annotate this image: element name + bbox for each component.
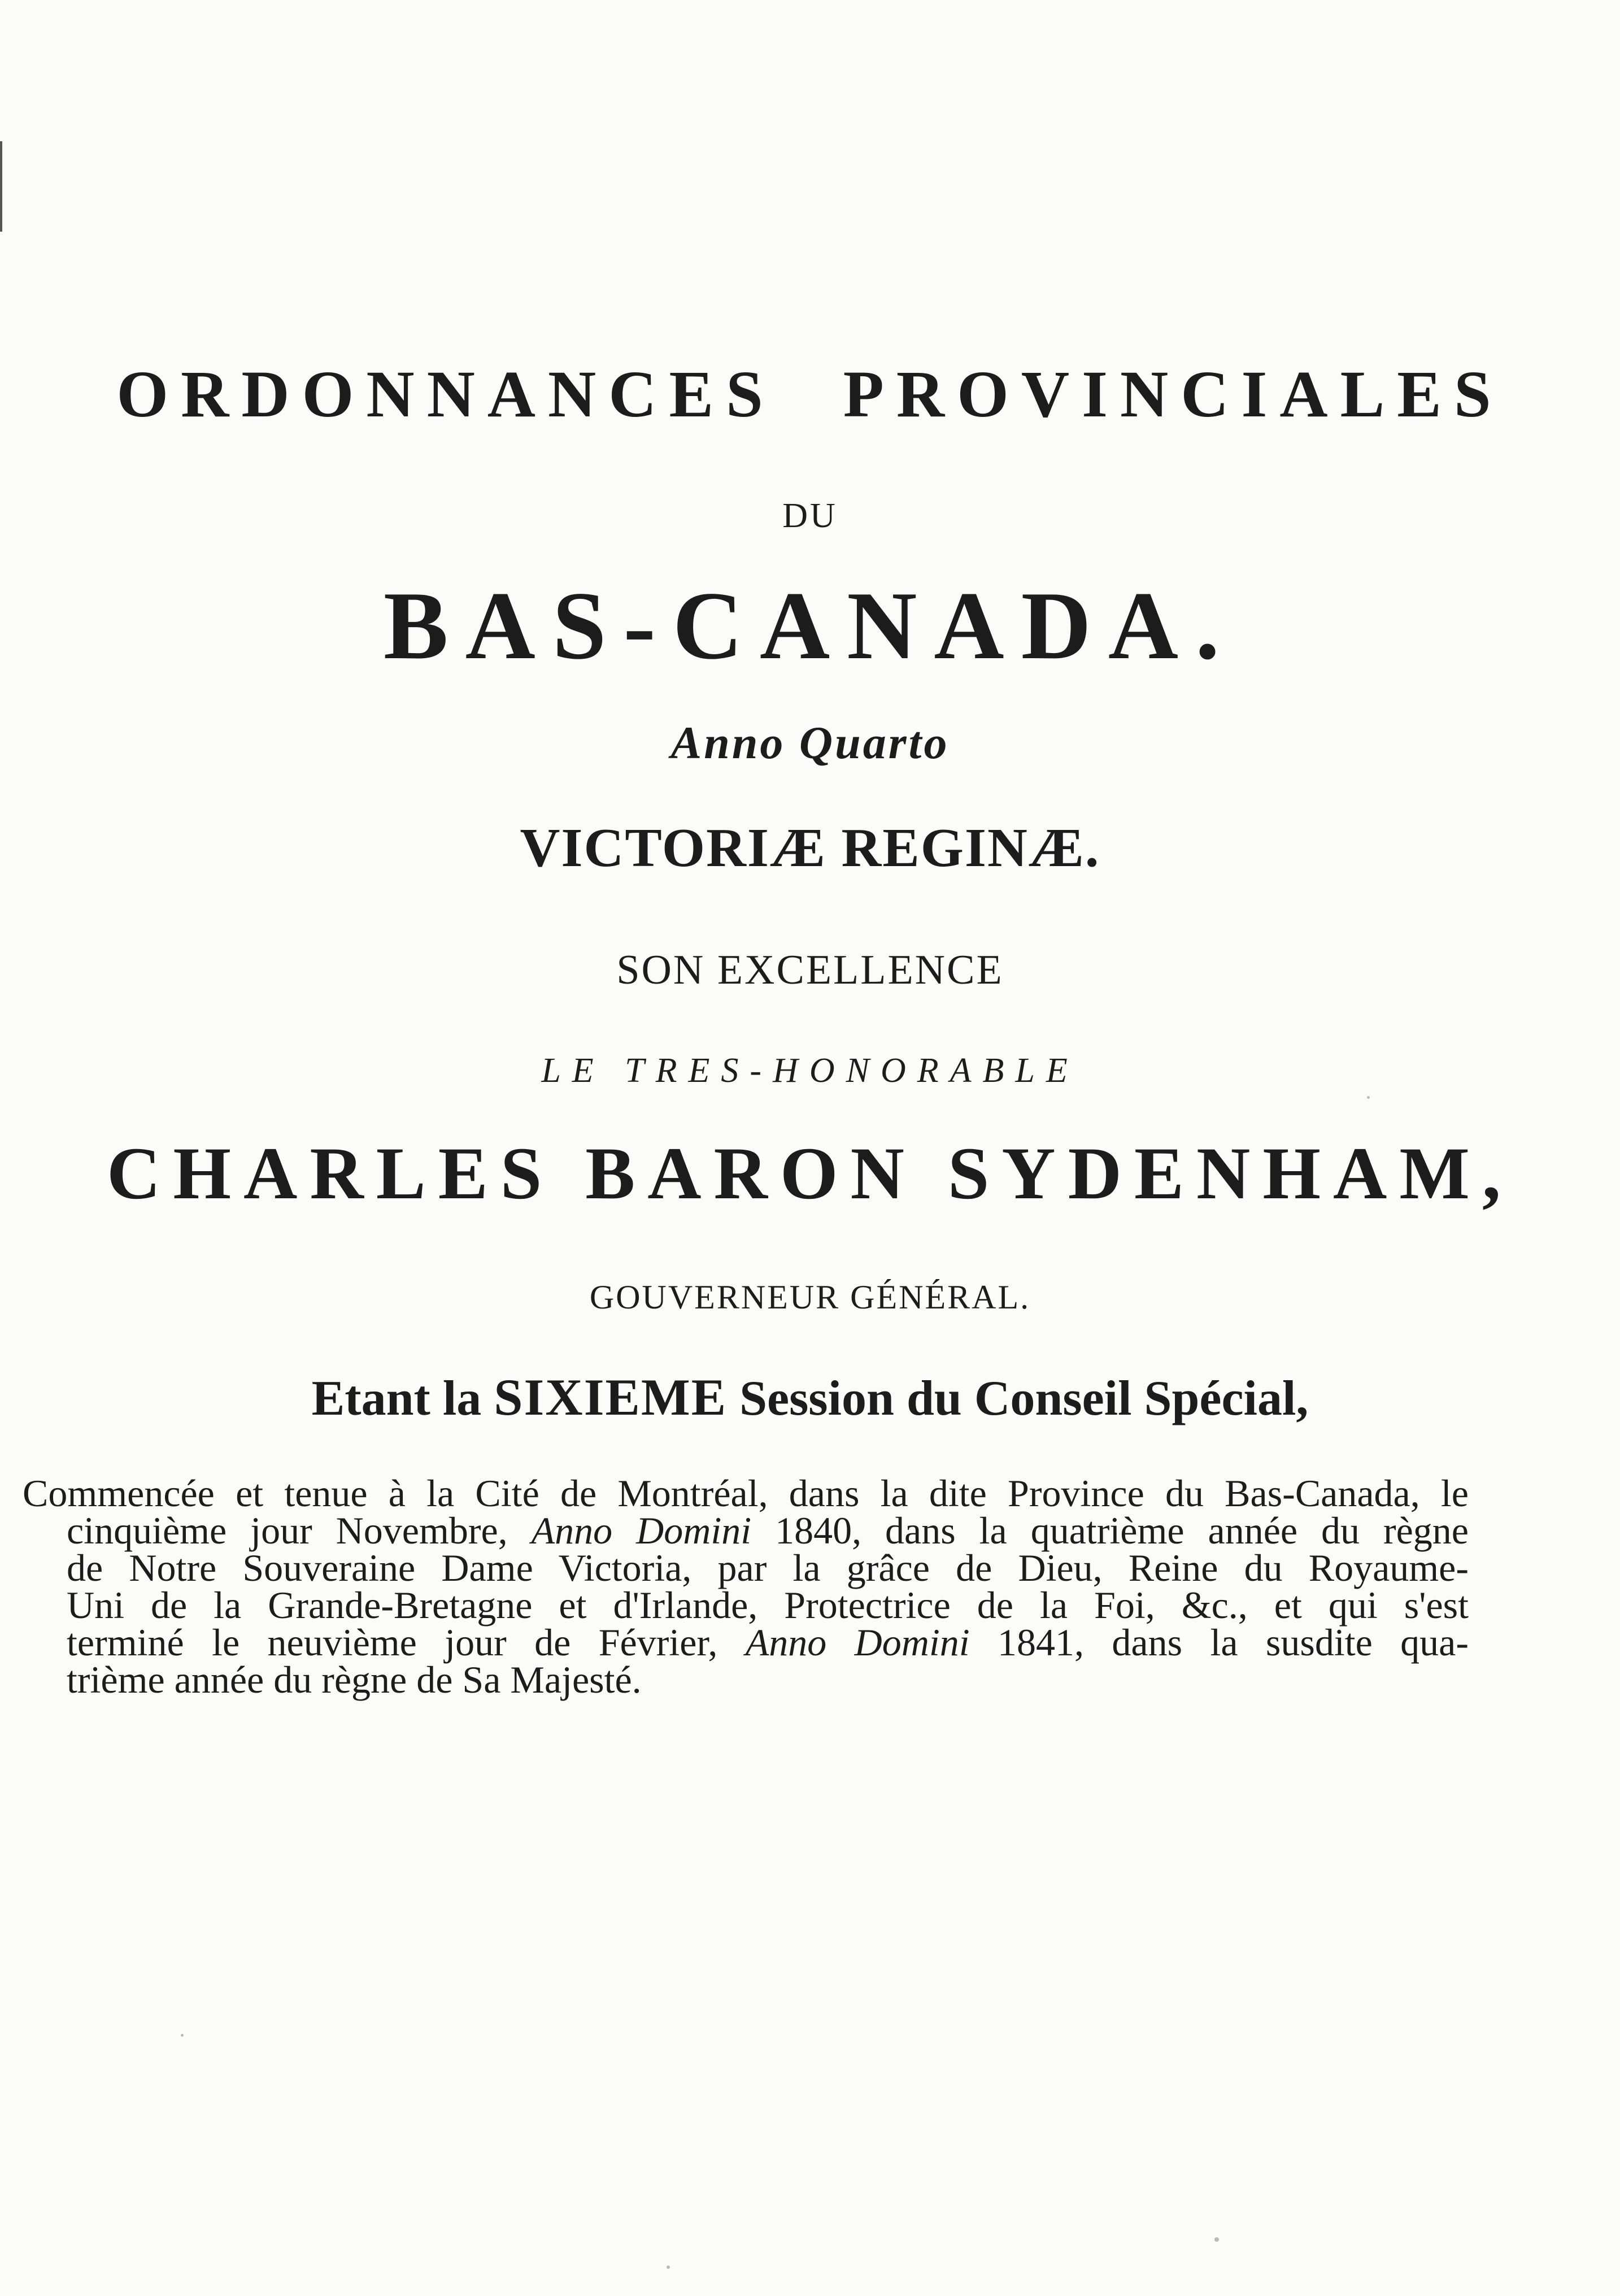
scan-speck <box>667 2265 670 2269</box>
session-paragraph <box>23 1472 1469 1701</box>
scan-speck <box>1214 2237 1219 2242</box>
victoriae-reginae: VICTORIÆ REGINÆ. <box>520 817 1100 879</box>
paragraph-line-6: trième année du règne de Sa Majesté. <box>67 1658 642 1701</box>
paragraph-line-5-text-a: terminé le neuvième jour de Février, <box>67 1621 746 1664</box>
session-suffix: Session du Conseil Spécial, <box>739 1371 1309 1426</box>
le-tres-honorable: LE TRES-HONORABLE <box>541 1051 1079 1090</box>
scan-speck <box>181 2034 184 2037</box>
paragraph-line-3: de Notre Souveraine Dame Victoria, par la grâce de Dieu, Reine du Royaume- <box>67 1546 1469 1589</box>
paragraph-line-5 <box>23 1621 1469 1664</box>
scan-speck <box>1367 1096 1370 1099</box>
session-prefix: Etant la <box>311 1371 482 1426</box>
title-du: DU <box>782 497 838 535</box>
paragraph-line-5-italic: Anno Domini <box>745 1621 970 1664</box>
paragraph-line-1: Commencée et tenue à la Cité de Montréal, dans la dite Province du Bas-Canada, le <box>23 1472 1469 1515</box>
governor-name: CHARLES BARON SYDENHAM, <box>107 1132 1513 1215</box>
title-ordonnances: ORDONNANCES <box>116 357 776 431</box>
paragraph-line-5-text-b: 1841, dans la susdite qua- <box>969 1621 1469 1664</box>
title-provinciales: PROVINCIALES <box>843 357 1504 431</box>
title-bas-canada: BAS-CANADA. <box>383 572 1237 680</box>
paragraph-line-2-text-b: 1840, dans la quatrième année du règne <box>751 1509 1469 1552</box>
session-heading <box>0 1367 1620 1427</box>
title-ordonnances-provinciales <box>0 356 1620 433</box>
scan-edge-mark <box>0 141 2 232</box>
paragraph-line-2-italic: Anno Domini <box>531 1509 752 1552</box>
session-ordinal: SIXIEME <box>494 1368 728 1426</box>
son-excellence: SON EXCELLENCE <box>616 947 1004 993</box>
paragraph-line-2 <box>23 1509 1469 1552</box>
anno-quarto: Anno Quarto <box>670 717 950 768</box>
paragraph-line-4: Uni de la Grande-Bretagne et d'Irlande, Protectrice de la Foi, &c., et qui s'est <box>67 1584 1469 1627</box>
gouverneur-general: GOUVERNEUR GÉNÉRAL. <box>589 1279 1031 1316</box>
paragraph-line-2-text-a: cinquième jour Novembre, <box>67 1509 532 1552</box>
